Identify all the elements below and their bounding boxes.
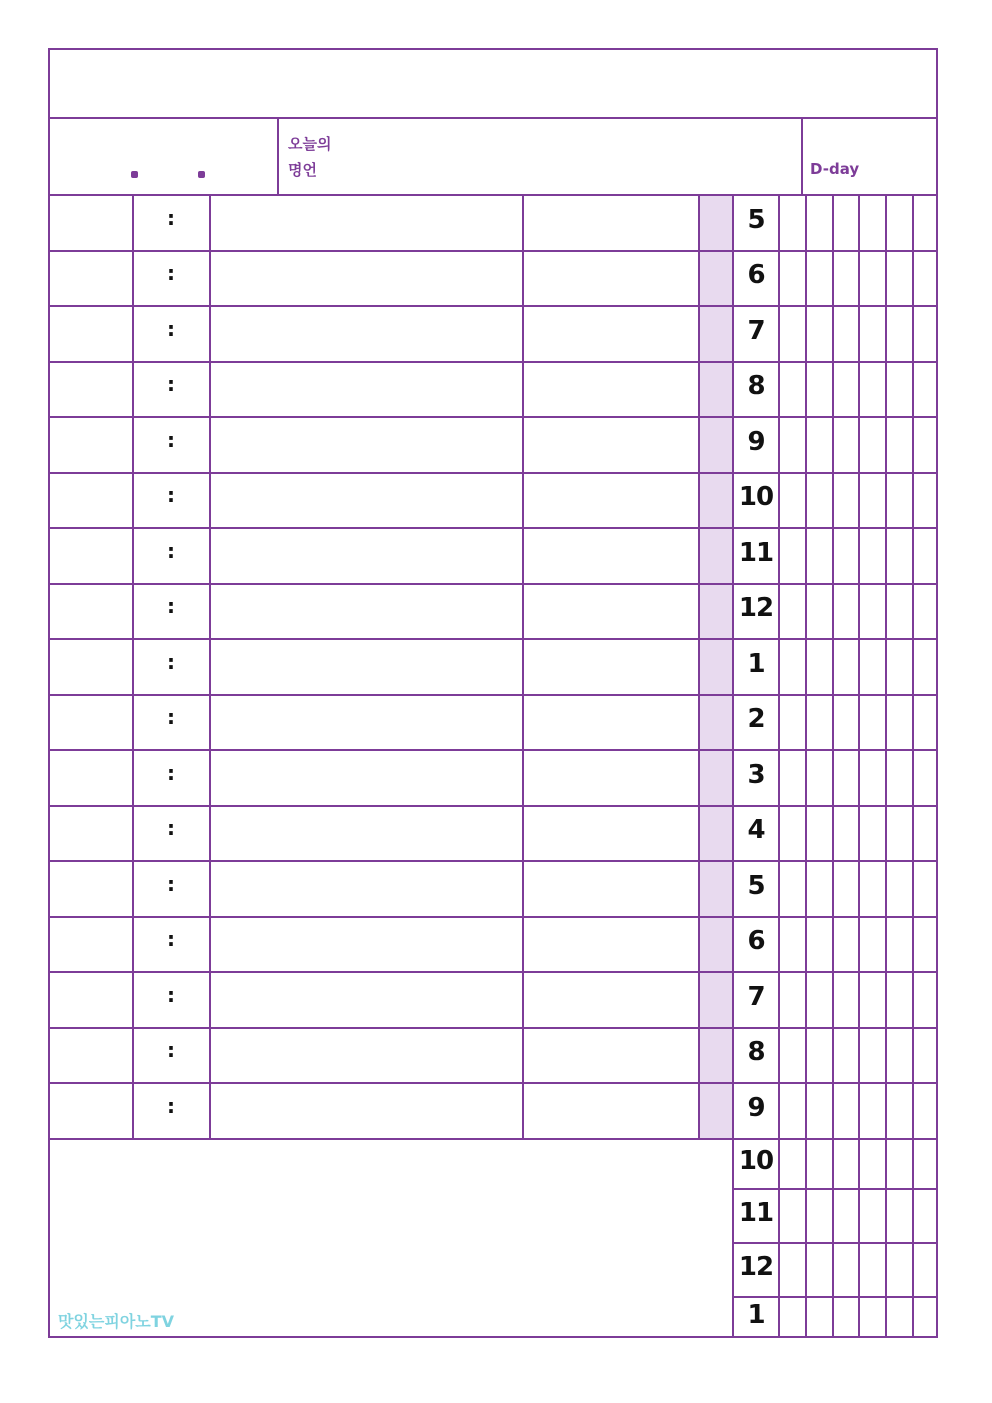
column-divider bbox=[698, 194, 700, 1140]
task-cell[interactable] bbox=[211, 862, 522, 916]
task-cell[interactable] bbox=[211, 474, 522, 528]
hour-label: 1 bbox=[747, 649, 765, 679]
hour-label: 10 bbox=[738, 1146, 774, 1176]
note-cell[interactable] bbox=[524, 918, 698, 972]
time-colon: : bbox=[167, 261, 175, 285]
subject-cell[interactable] bbox=[50, 307, 132, 361]
subject-cell[interactable] bbox=[50, 529, 132, 583]
dday-label: D-day bbox=[810, 160, 860, 178]
quote-label-2: 명언 bbox=[288, 161, 317, 179]
hour-label: 2 bbox=[747, 704, 765, 734]
time-colon: : bbox=[167, 705, 175, 729]
dday-divider bbox=[801, 117, 803, 196]
date-field[interactable] bbox=[50, 119, 276, 193]
task-cell[interactable] bbox=[211, 807, 522, 861]
task-cell[interactable] bbox=[211, 751, 522, 805]
subject-cell[interactable] bbox=[50, 973, 132, 1027]
row-divider bbox=[732, 1188, 938, 1190]
task-cell[interactable] bbox=[211, 196, 522, 250]
time-colon: : bbox=[167, 317, 175, 341]
hour-label: 5 bbox=[747, 871, 765, 901]
note-cell[interactable] bbox=[524, 696, 698, 750]
task-cell[interactable] bbox=[211, 1029, 522, 1083]
task-cell[interactable] bbox=[211, 529, 522, 583]
note-cell[interactable] bbox=[524, 252, 698, 306]
note-cell[interactable] bbox=[524, 418, 698, 472]
task-cell[interactable] bbox=[211, 1084, 522, 1138]
time-colon: : bbox=[167, 539, 175, 563]
subject-cell[interactable] bbox=[50, 640, 132, 694]
subject-cell[interactable] bbox=[50, 196, 132, 250]
time-colon: : bbox=[167, 372, 175, 396]
note-cell[interactable] bbox=[524, 585, 698, 639]
task-cell[interactable] bbox=[211, 585, 522, 639]
subject-cell[interactable] bbox=[50, 862, 132, 916]
note-cell[interactable] bbox=[524, 363, 698, 417]
brand-watermark: 맛있는피아노TV bbox=[58, 1312, 175, 1331]
shaded-column bbox=[700, 196, 732, 1138]
subject-cell[interactable] bbox=[50, 918, 132, 972]
subject-cell[interactable] bbox=[50, 696, 132, 750]
note-cell[interactable] bbox=[524, 1029, 698, 1083]
task-cell[interactable] bbox=[211, 418, 522, 472]
subject-cell[interactable] bbox=[50, 585, 132, 639]
hour-label: 8 bbox=[747, 1037, 765, 1067]
hour-label: 12 bbox=[738, 1252, 774, 1282]
time-colon: : bbox=[167, 483, 175, 507]
time-colon: : bbox=[167, 816, 175, 840]
hour-label: 12 bbox=[738, 593, 774, 623]
time-colon: : bbox=[167, 1094, 175, 1118]
task-cell[interactable] bbox=[211, 918, 522, 972]
hour-label: 11 bbox=[738, 1198, 774, 1228]
memo-area[interactable] bbox=[50, 1140, 732, 1336]
note-cell[interactable] bbox=[524, 1084, 698, 1138]
hour-label: 9 bbox=[747, 427, 765, 457]
time-colon: : bbox=[167, 1038, 175, 1062]
column-divider bbox=[778, 194, 780, 1338]
note-cell[interactable] bbox=[524, 307, 698, 361]
hour-label: 6 bbox=[747, 926, 765, 956]
hour-label: 7 bbox=[747, 316, 765, 346]
column-divider bbox=[885, 194, 887, 1338]
subject-cell[interactable] bbox=[50, 363, 132, 417]
hour-label: 4 bbox=[747, 815, 765, 845]
title-field[interactable] bbox=[50, 50, 936, 116]
date-separator-dot bbox=[198, 171, 205, 178]
subject-cell[interactable] bbox=[50, 252, 132, 306]
note-cell[interactable] bbox=[524, 196, 698, 250]
note-cell[interactable] bbox=[524, 474, 698, 528]
column-divider bbox=[132, 194, 134, 1140]
quote-label: 오늘의 bbox=[288, 135, 332, 153]
date-separator-dot bbox=[131, 171, 138, 178]
hour-label: 3 bbox=[747, 760, 765, 790]
hour-label: 11 bbox=[738, 538, 774, 568]
subject-cell[interactable] bbox=[50, 1029, 132, 1083]
time-colon: : bbox=[167, 761, 175, 785]
dday-field[interactable] bbox=[865, 119, 937, 193]
hour-label: 8 bbox=[747, 371, 765, 401]
column-divider bbox=[832, 194, 834, 1338]
row-divider bbox=[732, 1296, 938, 1298]
subject-cell[interactable] bbox=[50, 474, 132, 528]
hour-label: 10 bbox=[738, 482, 774, 512]
time-colon: : bbox=[167, 206, 175, 230]
hour-label: 6 bbox=[747, 260, 765, 290]
task-cell[interactable] bbox=[211, 252, 522, 306]
date-divider bbox=[277, 117, 279, 196]
time-colon: : bbox=[167, 983, 175, 1007]
note-cell[interactable] bbox=[524, 640, 698, 694]
column-divider bbox=[805, 194, 807, 1338]
subject-cell[interactable] bbox=[50, 751, 132, 805]
row-divider bbox=[732, 1242, 938, 1244]
subject-cell[interactable] bbox=[50, 1084, 132, 1138]
subject-cell[interactable] bbox=[50, 418, 132, 472]
time-colon: : bbox=[167, 650, 175, 674]
note-cell[interactable] bbox=[524, 751, 698, 805]
hour-label: 1 bbox=[747, 1300, 765, 1330]
time-colon: : bbox=[167, 927, 175, 951]
task-cell[interactable] bbox=[211, 696, 522, 750]
hour-label: 5 bbox=[747, 205, 765, 235]
subject-cell[interactable] bbox=[50, 807, 132, 861]
note-cell[interactable] bbox=[524, 862, 698, 916]
hour-label: 7 bbox=[747, 982, 765, 1012]
hour-label: 9 bbox=[747, 1093, 765, 1123]
note-cell[interactable] bbox=[524, 973, 698, 1027]
column-divider bbox=[912, 194, 914, 1338]
time-colon: : bbox=[167, 428, 175, 452]
column-divider bbox=[858, 194, 860, 1338]
task-cell[interactable] bbox=[211, 363, 522, 417]
note-cell[interactable] bbox=[524, 807, 698, 861]
task-cell[interactable] bbox=[211, 640, 522, 694]
note-cell[interactable] bbox=[524, 529, 698, 583]
task-cell[interactable] bbox=[211, 307, 522, 361]
quote-field[interactable] bbox=[340, 119, 800, 193]
time-colon: : bbox=[167, 872, 175, 896]
task-cell[interactable] bbox=[211, 973, 522, 1027]
time-colon: : bbox=[167, 594, 175, 618]
